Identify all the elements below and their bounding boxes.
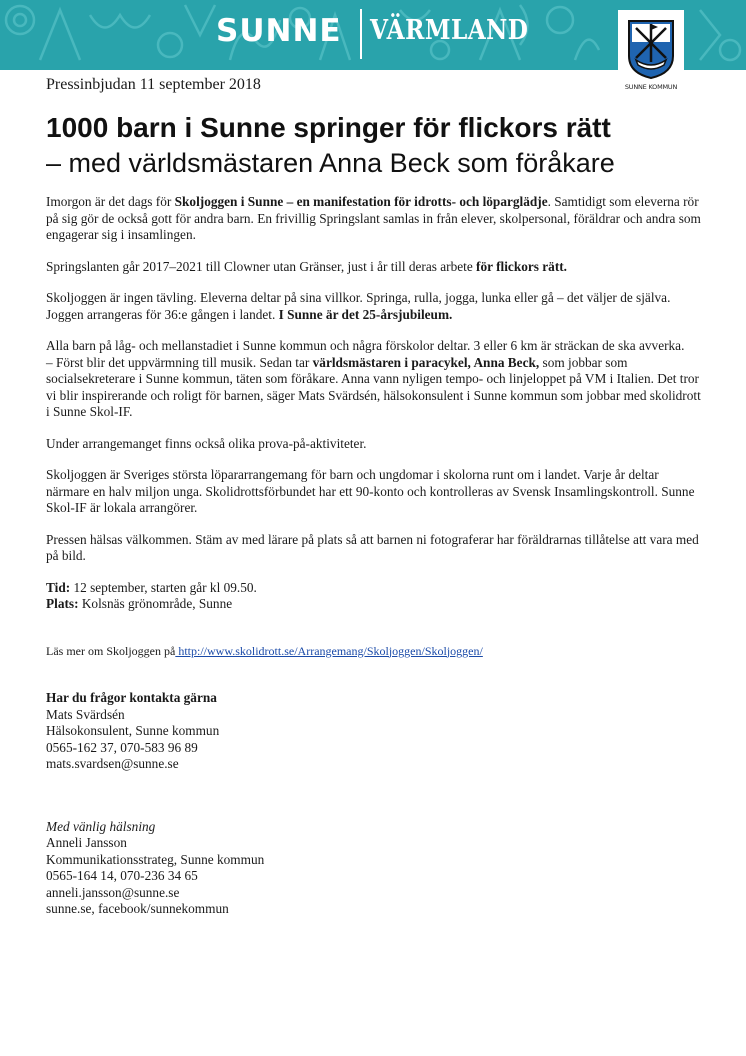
contact-heading: Har du frågor kontakta gärna (46, 690, 217, 705)
paragraph-no-competition (46, 290, 702, 323)
contact-name: Mats Svärdsén (46, 706, 125, 722)
time-value: 12 september, starten går kl 09.50. (70, 579, 257, 595)
paragraph-intro (46, 194, 702, 244)
text: . Samtidigt som eleverna rör på sig gör de också gott för andra barn. En frivillig Springslant samlas in från elever, skolpersonal, föräldrar och andra som engagerar sig i insamlingen. (46, 194, 701, 242)
time-line (46, 580, 702, 597)
contact-role: Hälsokonsulent, Sunne kommun (46, 723, 220, 738)
bold-text: för flickors rätt. (476, 258, 568, 274)
paragraph-about-skoljoggen: Skoljoggen är Sveriges största löpararrangemang för barn och ungdomar i skolorna runt om i landet. Varje år deltar närmare en halv miljon unga. Skolidrottsförbundet har ett 90-konto och kontrolleras av Svensk Insamlingskontroll. Sunne Skol-IF är lokala arrangörer. (46, 467, 695, 515)
page-subtitle: – med världsmästaren Anna Beck som föråkare (46, 148, 615, 178)
text: Alla barn på låg- och mellanstadiet i Sunne kommun och några förskolor deltar. 3 eller 6 km är sträckan de ska avverka. (46, 338, 685, 353)
contact-email[interactable]: mats.svardsen@sunne.se (46, 756, 179, 771)
place-value: Kolsnäs grönområde, Sunne (78, 596, 233, 611)
text: – Först blir det uppvärmning till musik. Sedan tar (46, 354, 313, 370)
bold-text: Skoljoggen i Sunne – en manifestation för idrotts- och löparglädje (174, 194, 548, 209)
page-title: 1000 barn i Sunne springer för flickors rätt (46, 112, 611, 143)
invite-line: Pressinbjudan 11 september 2018 (46, 76, 261, 93)
place-line (46, 596, 702, 613)
text: som jobbar som socialsekreterare i Sunne kommun, täten som föråkare. Anna vann nyligen tempo- och linjeloppet på VM i Italien. Det tror vi blir inspirerande och roligt för barnen, säger Mats Svärdsén, hälsokonsulent i Sunne kommun som jobbar med skolidrott i Sunne Skol-IF. (46, 354, 701, 419)
sender-role: Kommunikationsstrateg, Sunne kommun (46, 851, 265, 867)
sender-name: Anneli Jansson (46, 835, 127, 850)
sender-web[interactable]: sunne.se, facebook/sunnekommun (46, 901, 229, 916)
contact-block (46, 690, 702, 773)
contact-phone: 0565-162 37, 070-583 96 89 (46, 739, 198, 755)
paragraph-participants (46, 338, 702, 421)
text: Imorgon är det dags för (46, 194, 175, 209)
bold-text: världsmästaren i paracykel, Anna Beck, (312, 354, 540, 370)
brand-divider (360, 9, 362, 59)
signature-block (46, 819, 702, 918)
crest-caption: SUNNE KOMMUN (624, 83, 678, 91)
paragraph-activities: Under arrangemanget finns också olika prova-på-aktiviteter. (46, 435, 367, 451)
greeting: Med vänlig hälsning (46, 818, 156, 834)
sunne-crest-icon (626, 18, 676, 80)
bold-text: I Sunne är det 25-årsjubileum. (278, 306, 453, 322)
brand-sunne: SUNNE (216, 13, 342, 49)
skoljoggen-link[interactable]: http://www.skolidrott.se/Arrangemang/Skoljoggen/Skoljoggen/ (175, 643, 483, 658)
paragraph-press: Pressen hälsas välkommen. Stäm av med lärare på plats så att barnen ni fotograferar har föräldrarnas tillåtelse att vara med på bild. (46, 531, 699, 563)
paragraph-springslant (46, 259, 702, 276)
read-more-line (46, 643, 702, 660)
body-text (46, 194, 702, 918)
brand-varmland: VÄRMLAND (370, 15, 529, 46)
text: Skoljoggen är ingen tävling. Eleverna deltar på sina villkor. Springa, rulla, jogga, lunka eller gå – det väljer de själva. Joggen arrangeras för 36:e gången i landet. (46, 290, 671, 322)
place-label: Plats: (46, 596, 79, 611)
text: Springslanten går 2017–2021 till Clowner utan Gränser, just i år till deras arbete (46, 258, 477, 274)
read-more-text: Läs mer om Skoljoggen på (46, 643, 176, 658)
sender-email[interactable]: anneli.jansson@sunne.se (46, 884, 180, 900)
sender-phone: 0565-164 14, 070-236 34 65 (46, 868, 198, 883)
time-label: Tid: (46, 579, 71, 595)
